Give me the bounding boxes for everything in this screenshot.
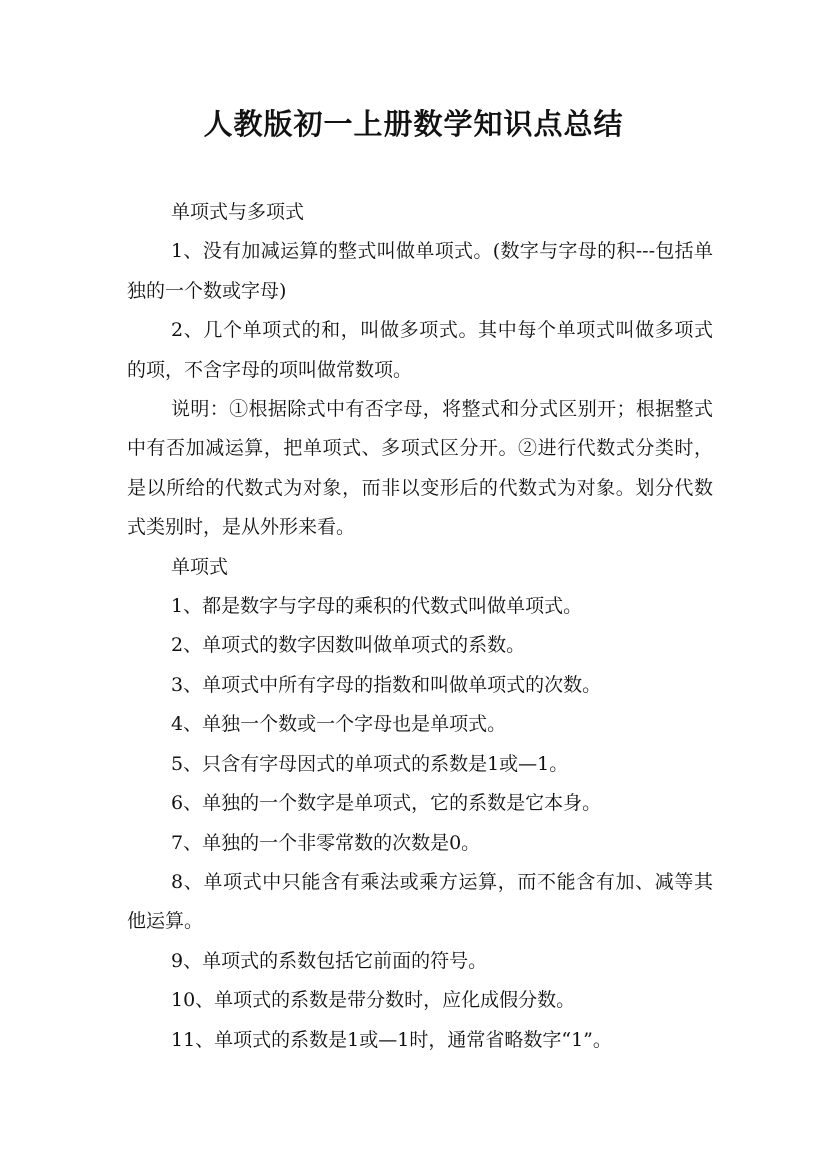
list-item: 11、单项式的系数是1或—1时，通常省略数字“1”。 [171, 1028, 612, 1051]
paragraph-note: 说明：①根据除式中有否字母，将整式和分式区别开；根据整式中有否加减运算，把单项式、多项式区分开。②进行代数式分类时，是以所给的代数式为对象，而非以变形后的代数式为对象。划分代数式类别时，是从外形来看。 [127, 398, 713, 539]
paragraph: 2、几个单项式的和，叫做多项式。其中每个单项式叫做多项式的项，不含字母的项叫做常数项。 [127, 319, 713, 381]
list-item: 4、单独一个数或一个字母也是单项式。 [171, 713, 507, 736]
document-title: 人教版初一上册数学知识点总结 [203, 107, 624, 141]
list-item: 8、单项式中只能含有乘法或乘方运算，而不能含有加、减等其他运算。 [127, 870, 713, 933]
list-item: 10、单项式的系数是带分数时，应化成假分数。 [171, 989, 576, 1012]
document-body [127, 193, 713, 1060]
list-item: 6、单独的一个数字是单项式，它的系数是它本身。 [171, 792, 602, 815]
section-heading-monomial: 单项式 [171, 555, 229, 578]
list-item: 7、单独的一个非零常数的次数是0。 [171, 831, 481, 854]
list-item: 9、单项式的系数包括它前面的符号。 [171, 949, 488, 972]
list-item: 3、单项式中所有字母的指数和叫做单项式的次数。 [171, 673, 602, 696]
list-item: 1、都是数字与字母的乘积的代数式叫做单项式。 [171, 595, 583, 618]
list-item: 2、单项式的数字因数叫做单项式的系数。 [171, 634, 526, 657]
list-item: 5、只含有字母因式的单项式的系数是1或—1。 [171, 752, 569, 775]
paragraph: 1、没有加减运算的整式叫做单项式。(数字与字母的积---包括单独的一个数或字母) [127, 240, 713, 302]
section-heading-monomial-polynomial: 单项式与多项式 [171, 201, 305, 223]
